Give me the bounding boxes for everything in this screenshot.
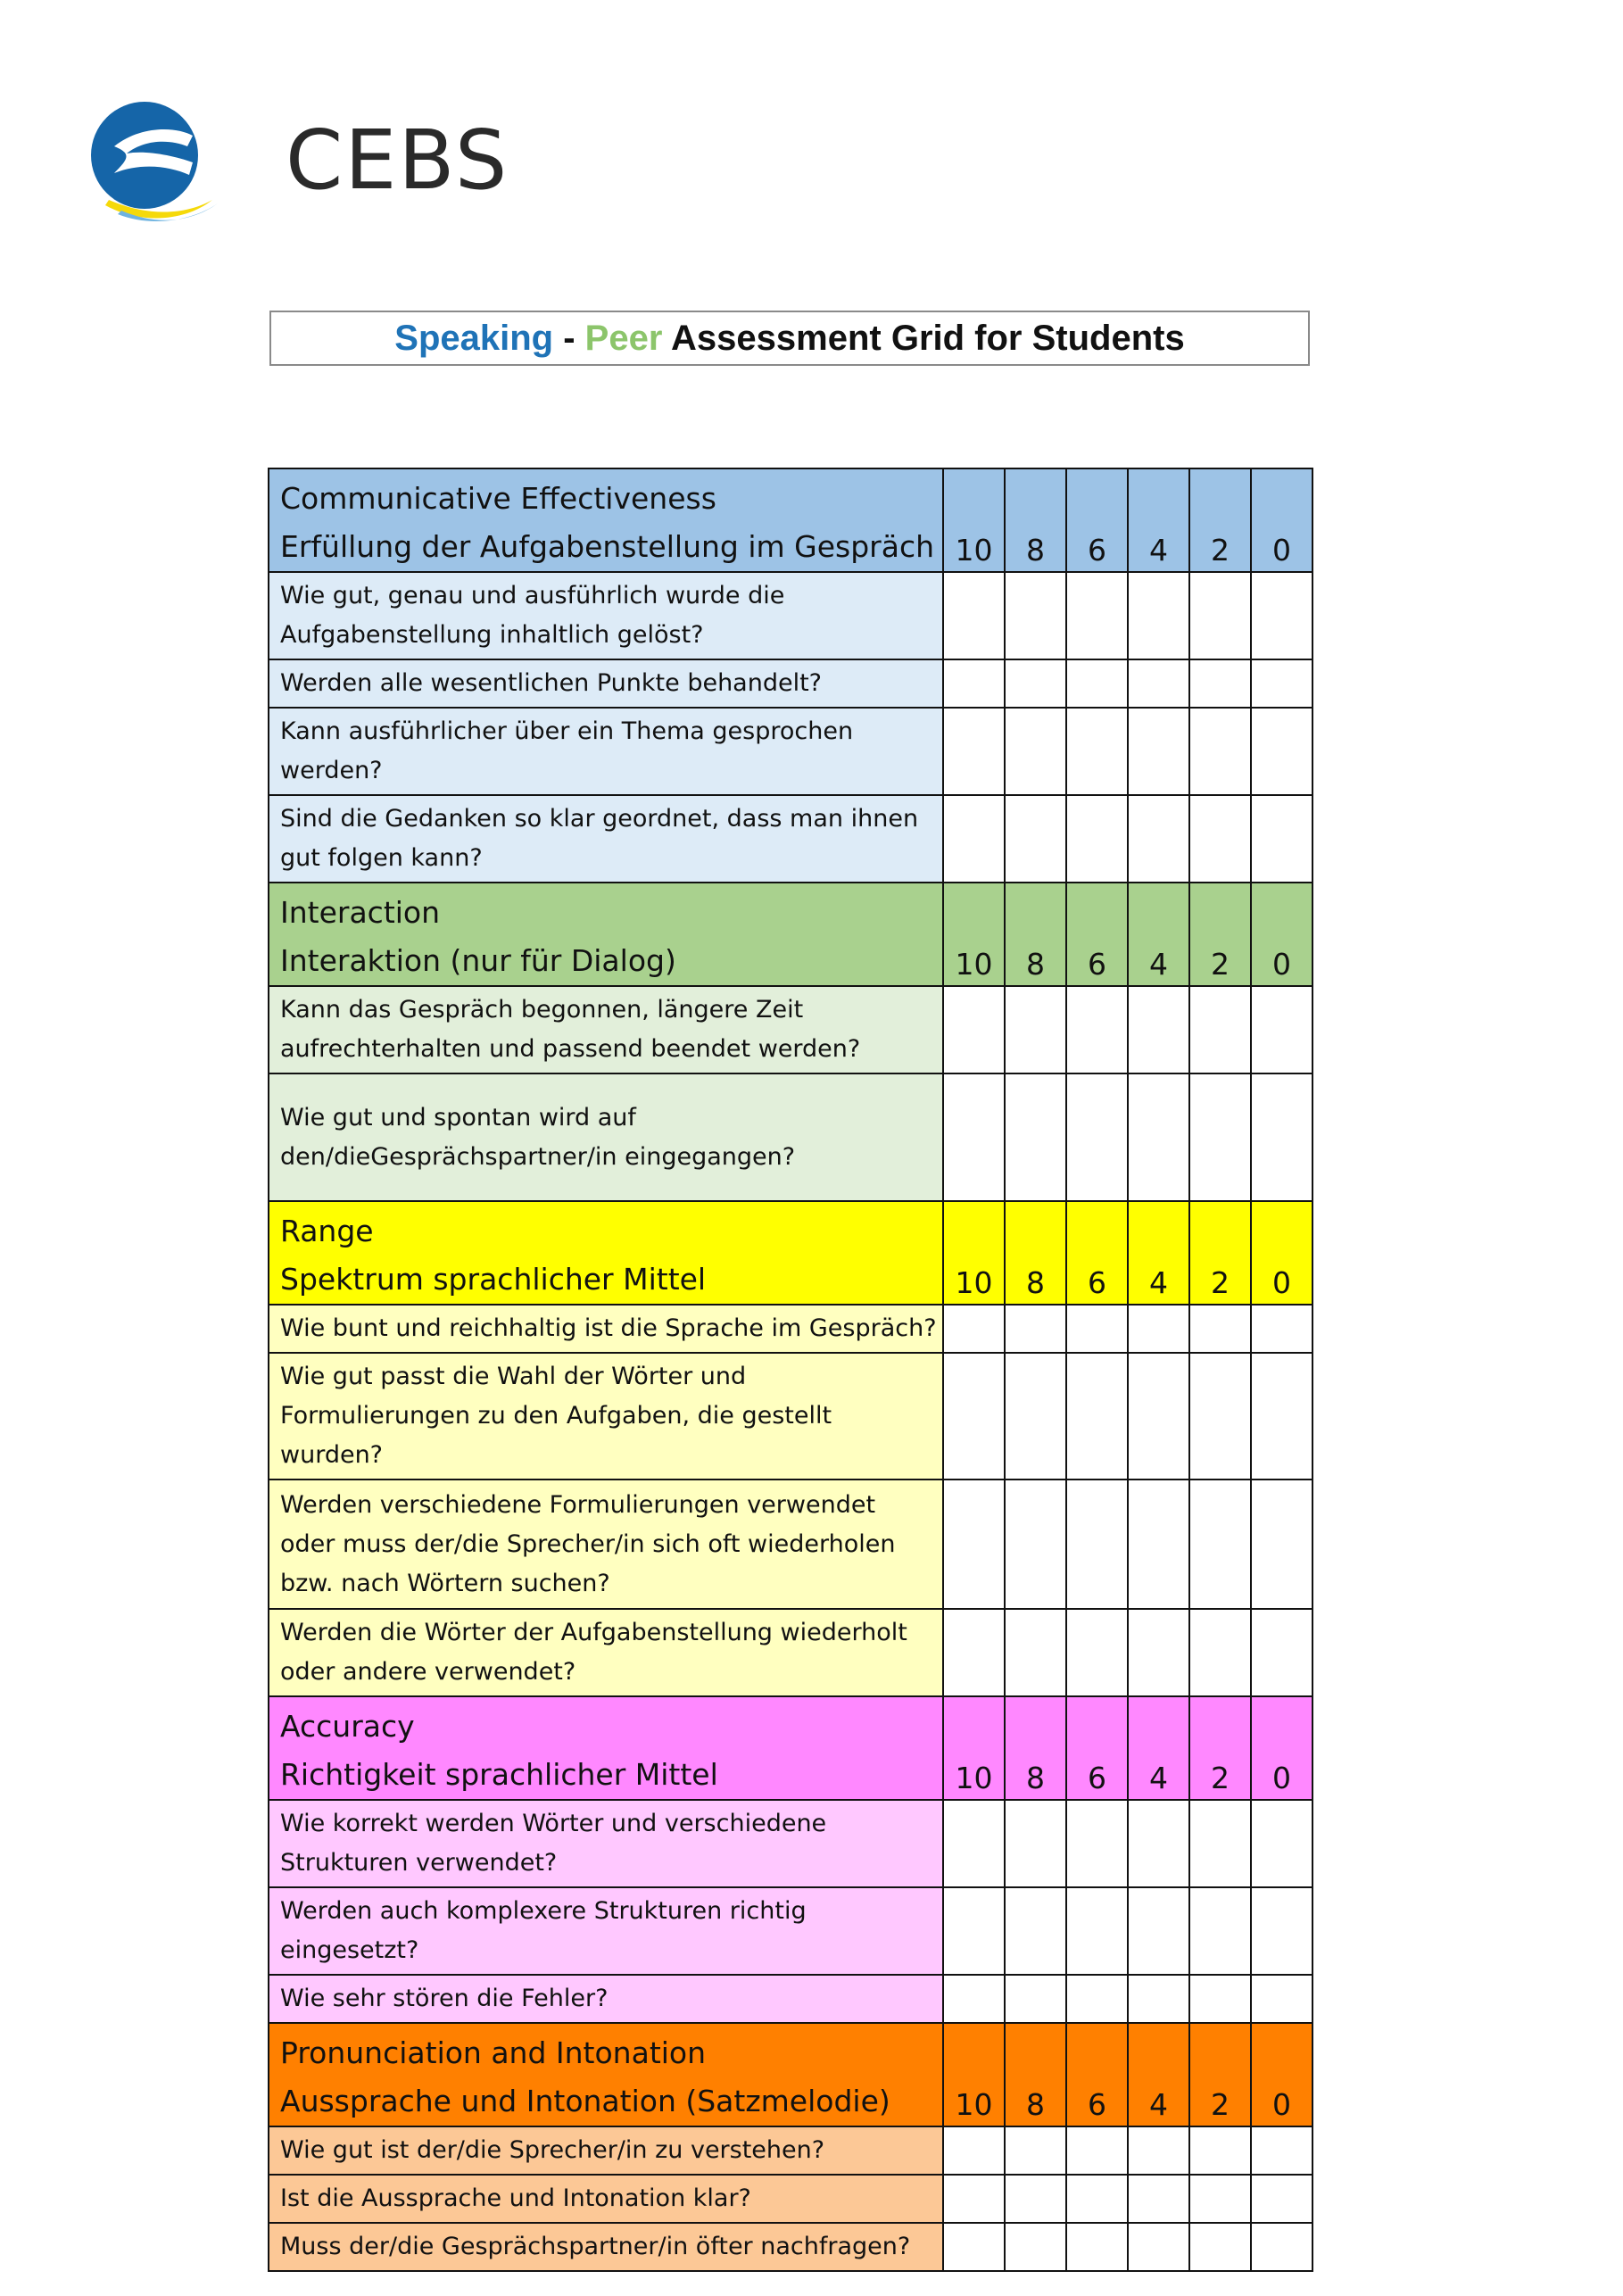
section-pronunciation bbox=[269, 2023, 1312, 2271]
score-cell[interactable] bbox=[1005, 572, 1066, 659]
score-cell[interactable] bbox=[1128, 1975, 1189, 2023]
score-cell[interactable] bbox=[1005, 659, 1066, 708]
score-label: 6 bbox=[1066, 883, 1128, 986]
score-label: 0 bbox=[1251, 2023, 1312, 2126]
score-cell[interactable] bbox=[1005, 986, 1066, 1073]
score-cell[interactable] bbox=[1251, 1480, 1312, 1609]
page-title bbox=[269, 311, 1310, 366]
score-cell[interactable] bbox=[1251, 2223, 1312, 2271]
score-cell[interactable] bbox=[1251, 1609, 1312, 1696]
score-cell[interactable] bbox=[1128, 2126, 1189, 2175]
score-cell[interactable] bbox=[1128, 572, 1189, 659]
score-label: 4 bbox=[1128, 2023, 1189, 2126]
score-label: 6 bbox=[1066, 1696, 1128, 1800]
score-cell[interactable] bbox=[1251, 1353, 1312, 1480]
section-header bbox=[269, 468, 1312, 572]
section-header-text bbox=[269, 883, 943, 986]
score-cell[interactable] bbox=[1066, 986, 1128, 1073]
criterion-text: Wie bunt und reichhaltig ist die Sprache im Gespräch? bbox=[269, 1305, 943, 1353]
title-rest: Assessment Grid for Students bbox=[662, 319, 1185, 358]
score-cell[interactable] bbox=[1128, 1480, 1189, 1609]
score-cell[interactable] bbox=[1189, 1353, 1251, 1480]
score-cell[interactable] bbox=[1189, 1887, 1251, 1975]
score-cell[interactable] bbox=[1128, 2175, 1189, 2223]
criterion-text: Ist die Aussprache und Intonation klar? bbox=[269, 2175, 943, 2223]
score-cell[interactable] bbox=[1189, 1073, 1251, 1201]
section-header bbox=[269, 1201, 1312, 1305]
criterion-row bbox=[269, 1887, 1312, 1975]
score-cell[interactable] bbox=[1251, 1975, 1312, 2023]
score-cell[interactable] bbox=[1005, 1800, 1066, 1887]
score-cell[interactable] bbox=[1128, 1800, 1189, 1887]
score-cell[interactable] bbox=[943, 2223, 1005, 2271]
score-cell[interactable] bbox=[1251, 986, 1312, 1073]
criterion-text: Kann ausführlicher über ein Thema gesprochen werden? bbox=[269, 708, 943, 795]
score-label: 0 bbox=[1251, 468, 1312, 572]
section-communicative-effectiveness bbox=[269, 468, 1312, 883]
score-label: 8 bbox=[1005, 1201, 1066, 1305]
section-header-text bbox=[269, 1201, 943, 1305]
score-cell[interactable] bbox=[943, 986, 1005, 1073]
score-cell[interactable] bbox=[1251, 708, 1312, 795]
section-subtitle: Erfüllung der Aufgabenstellung im Gespräch bbox=[280, 529, 935, 564]
criterion-text: Sind die Gedanken so klar geordnet, dass man ihnen gut folgen kann? bbox=[269, 795, 943, 883]
score-label: 2 bbox=[1189, 468, 1251, 572]
score-cell[interactable] bbox=[943, 1609, 1005, 1696]
score-cell[interactable] bbox=[943, 1887, 1005, 1975]
score-cell[interactable] bbox=[1066, 1305, 1128, 1353]
score-cell[interactable] bbox=[1189, 795, 1251, 883]
score-cell[interactable] bbox=[1251, 1887, 1312, 1975]
score-cell[interactable] bbox=[1251, 2126, 1312, 2175]
score-cell[interactable] bbox=[943, 1975, 1005, 2023]
section-title: Accuracy bbox=[280, 1709, 415, 1744]
score-cell[interactable] bbox=[1128, 1305, 1189, 1353]
score-cell[interactable] bbox=[1066, 659, 1128, 708]
criterion-row bbox=[269, 1609, 1312, 1696]
score-cell[interactable] bbox=[943, 795, 1005, 883]
score-cell[interactable] bbox=[1066, 1353, 1128, 1480]
title-peer: Peer bbox=[584, 319, 663, 358]
score-cell[interactable] bbox=[1189, 2126, 1251, 2175]
cebs-logo-icon bbox=[87, 100, 266, 225]
criterion-row bbox=[269, 1975, 1312, 2023]
score-cell[interactable] bbox=[1005, 795, 1066, 883]
score-cell[interactable] bbox=[943, 1305, 1005, 1353]
score-label: 8 bbox=[1005, 1696, 1066, 1800]
score-cell[interactable] bbox=[943, 2126, 1005, 2175]
score-cell[interactable] bbox=[943, 708, 1005, 795]
title-separator: - bbox=[553, 319, 585, 358]
section-range bbox=[269, 1201, 1312, 1696]
section-interaction bbox=[269, 883, 1312, 1201]
criterion-row bbox=[269, 986, 1312, 1073]
score-cell[interactable] bbox=[1066, 1800, 1128, 1887]
score-label: 2 bbox=[1189, 883, 1251, 986]
score-cell[interactable] bbox=[1128, 1609, 1189, 1696]
criterion-row bbox=[269, 1480, 1312, 1609]
section-title: Communicative Effectiveness bbox=[280, 481, 716, 516]
score-label: 10 bbox=[943, 2023, 1005, 2126]
section-header-text bbox=[269, 2023, 943, 2126]
criterion-text: Muss der/die Gesprächspartner/in öfter nachfragen? bbox=[269, 2223, 943, 2271]
score-cell[interactable] bbox=[1189, 1480, 1251, 1609]
score-cell[interactable] bbox=[1066, 1073, 1128, 1201]
score-cell[interactable] bbox=[1128, 795, 1189, 883]
score-cell[interactable] bbox=[1189, 1609, 1251, 1696]
criterion-text: Werden verschiedene Formulierungen verwendet oder muss der/die Sprecher/in sich oft wiederholen bzw. nach Wörtern suchen? bbox=[269, 1480, 943, 1609]
score-cell[interactable] bbox=[943, 572, 1005, 659]
score-cell[interactable] bbox=[1005, 1975, 1066, 2023]
score-cell[interactable] bbox=[1066, 1609, 1128, 1696]
score-label: 0 bbox=[1251, 1201, 1312, 1305]
score-label: 2 bbox=[1189, 1201, 1251, 1305]
criterion-row bbox=[269, 2175, 1312, 2223]
score-label: 4 bbox=[1128, 1201, 1189, 1305]
title-speaking: Speaking bbox=[394, 319, 554, 358]
score-label: 10 bbox=[943, 1201, 1005, 1305]
score-cell[interactable] bbox=[1189, 986, 1251, 1073]
score-cell[interactable] bbox=[943, 2175, 1005, 2223]
criterion-row bbox=[269, 1073, 1312, 1201]
score-cell[interactable] bbox=[1189, 2223, 1251, 2271]
criterion-text: Wie gut und spontan wird auf den/dieGesprächspartner/in eingegangen? bbox=[269, 1073, 943, 1201]
section-title: Pronunciation and Intonation bbox=[280, 2035, 707, 2070]
criterion-text: Wie gut ist der/die Sprecher/in zu verstehen? bbox=[269, 2126, 943, 2175]
criterion-row bbox=[269, 1353, 1312, 1480]
score-label: 4 bbox=[1128, 468, 1189, 572]
score-cell[interactable] bbox=[1066, 1887, 1128, 1975]
score-cell[interactable] bbox=[1251, 1073, 1312, 1201]
criterion-row bbox=[269, 572, 1312, 659]
criterion-text: Wie sehr stören die Fehler? bbox=[269, 1975, 943, 2023]
criterion-text: Wie gut, genau und ausführlich wurde die Aufgabenstellung inhaltlich gelöst? bbox=[269, 572, 943, 659]
score-cell[interactable] bbox=[1189, 659, 1251, 708]
score-cell[interactable] bbox=[1005, 1305, 1066, 1353]
section-subtitle: Interaktion (nur für Dialog) bbox=[280, 943, 676, 978]
criterion-row bbox=[269, 2223, 1312, 2271]
score-cell[interactable] bbox=[1251, 795, 1312, 883]
score-cell[interactable] bbox=[1189, 1305, 1251, 1353]
score-cell[interactable] bbox=[1189, 1800, 1251, 1887]
section-header-text bbox=[269, 1696, 943, 1800]
score-cell[interactable] bbox=[1251, 1800, 1312, 1887]
criterion-row bbox=[269, 2126, 1312, 2175]
section-title: Range bbox=[280, 1214, 374, 1248]
score-label: 10 bbox=[943, 1696, 1005, 1800]
score-cell[interactable] bbox=[1066, 572, 1128, 659]
score-cell[interactable] bbox=[1251, 2175, 1312, 2223]
section-subtitle: Aussprache und Intonation (Satzmelodie) bbox=[280, 2084, 890, 2118]
score-label: 8 bbox=[1005, 883, 1066, 986]
assessment-grid bbox=[268, 468, 1313, 2272]
score-label: 10 bbox=[943, 468, 1005, 572]
section-accuracy bbox=[269, 1696, 1312, 2023]
score-label: 6 bbox=[1066, 2023, 1128, 2126]
score-label: 0 bbox=[1251, 1696, 1312, 1800]
score-cell[interactable] bbox=[1005, 2175, 1066, 2223]
score-cell[interactable] bbox=[1005, 1609, 1066, 1696]
score-cell[interactable] bbox=[1251, 659, 1312, 708]
score-cell[interactable] bbox=[1005, 2223, 1066, 2271]
score-cell[interactable] bbox=[1005, 708, 1066, 795]
criterion-row bbox=[269, 1800, 1312, 1887]
score-cell[interactable] bbox=[1005, 1480, 1066, 1609]
score-label: 4 bbox=[1128, 883, 1189, 986]
score-cell[interactable] bbox=[1189, 708, 1251, 795]
score-cell[interactable] bbox=[943, 1800, 1005, 1887]
criterion-text: Wie gut passt die Wahl der Wörter und Formulierungen zu den Aufgaben, die gestellt wurden? bbox=[269, 1353, 943, 1480]
score-cell[interactable] bbox=[1005, 1887, 1066, 1975]
cebs-logo bbox=[87, 100, 509, 225]
score-cell[interactable] bbox=[1251, 572, 1312, 659]
score-cell[interactable] bbox=[1066, 2223, 1128, 2271]
score-cell[interactable] bbox=[1128, 708, 1189, 795]
score-cell[interactable] bbox=[1189, 572, 1251, 659]
score-label: 0 bbox=[1251, 883, 1312, 986]
score-cell[interactable] bbox=[1066, 708, 1128, 795]
score-label: 6 bbox=[1066, 1201, 1128, 1305]
criterion-text: Werden die Wörter der Aufgabenstellung wiederholt oder andere verwendet? bbox=[269, 1609, 943, 1696]
section-title: Interaction bbox=[280, 895, 441, 930]
criterion-text: Kann das Gespräch begonnen, längere Zeit aufrechterhalten und passend beendet werden? bbox=[269, 986, 943, 1073]
logo-text: CEBS bbox=[286, 112, 509, 208]
score-cell[interactable] bbox=[943, 1353, 1005, 1480]
section-header bbox=[269, 1696, 1312, 1800]
score-cell[interactable] bbox=[943, 659, 1005, 708]
score-label: 4 bbox=[1128, 1696, 1189, 1800]
score-cell[interactable] bbox=[943, 1073, 1005, 1201]
score-label: 6 bbox=[1066, 468, 1128, 572]
criterion-row bbox=[269, 659, 1312, 708]
score-label: 10 bbox=[943, 883, 1005, 986]
section-header bbox=[269, 2023, 1312, 2126]
section-header-text bbox=[269, 468, 943, 572]
criterion-row bbox=[269, 795, 1312, 883]
criterion-text: Werden alle wesentlichen Punkte behandelt? bbox=[269, 659, 943, 708]
score-cell[interactable] bbox=[1128, 2223, 1189, 2271]
criterion-text: Werden auch komplexere Strukturen richtig eingesetzt? bbox=[269, 1887, 943, 1975]
score-cell[interactable] bbox=[1005, 1073, 1066, 1201]
criterion-row bbox=[269, 708, 1312, 795]
score-label: 8 bbox=[1005, 468, 1066, 572]
score-cell[interactable] bbox=[1005, 1353, 1066, 1480]
section-subtitle: Richtigkeit sprachlicher Mittel bbox=[280, 1757, 718, 1792]
score-cell[interactable] bbox=[1066, 1975, 1128, 2023]
score-cell[interactable] bbox=[1066, 2175, 1128, 2223]
score-cell[interactable] bbox=[1005, 2126, 1066, 2175]
score-cell[interactable] bbox=[943, 1480, 1005, 1609]
score-cell[interactable] bbox=[1189, 1975, 1251, 2023]
score-label: 2 bbox=[1189, 2023, 1251, 2126]
criterion-text: Wie korrekt werden Wörter und verschiedene Strukturen verwendet? bbox=[269, 1800, 943, 1887]
score-cell[interactable] bbox=[1066, 2126, 1128, 2175]
score-cell[interactable] bbox=[1066, 1480, 1128, 1609]
criterion-row bbox=[269, 1305, 1312, 1353]
score-cell[interactable] bbox=[1128, 1073, 1189, 1201]
score-label: 2 bbox=[1189, 1696, 1251, 1800]
score-cell[interactable] bbox=[1066, 795, 1128, 883]
score-cell[interactable] bbox=[1189, 2175, 1251, 2223]
score-cell[interactable] bbox=[1251, 1305, 1312, 1353]
score-label: 8 bbox=[1005, 2023, 1066, 2126]
score-cell[interactable] bbox=[1128, 1887, 1189, 1975]
score-cell[interactable] bbox=[1128, 1353, 1189, 1480]
score-cell[interactable] bbox=[1128, 986, 1189, 1073]
score-cell[interactable] bbox=[1128, 659, 1189, 708]
section-header bbox=[269, 883, 1312, 986]
section-subtitle: Spektrum sprachlicher Mittel bbox=[280, 1262, 707, 1297]
